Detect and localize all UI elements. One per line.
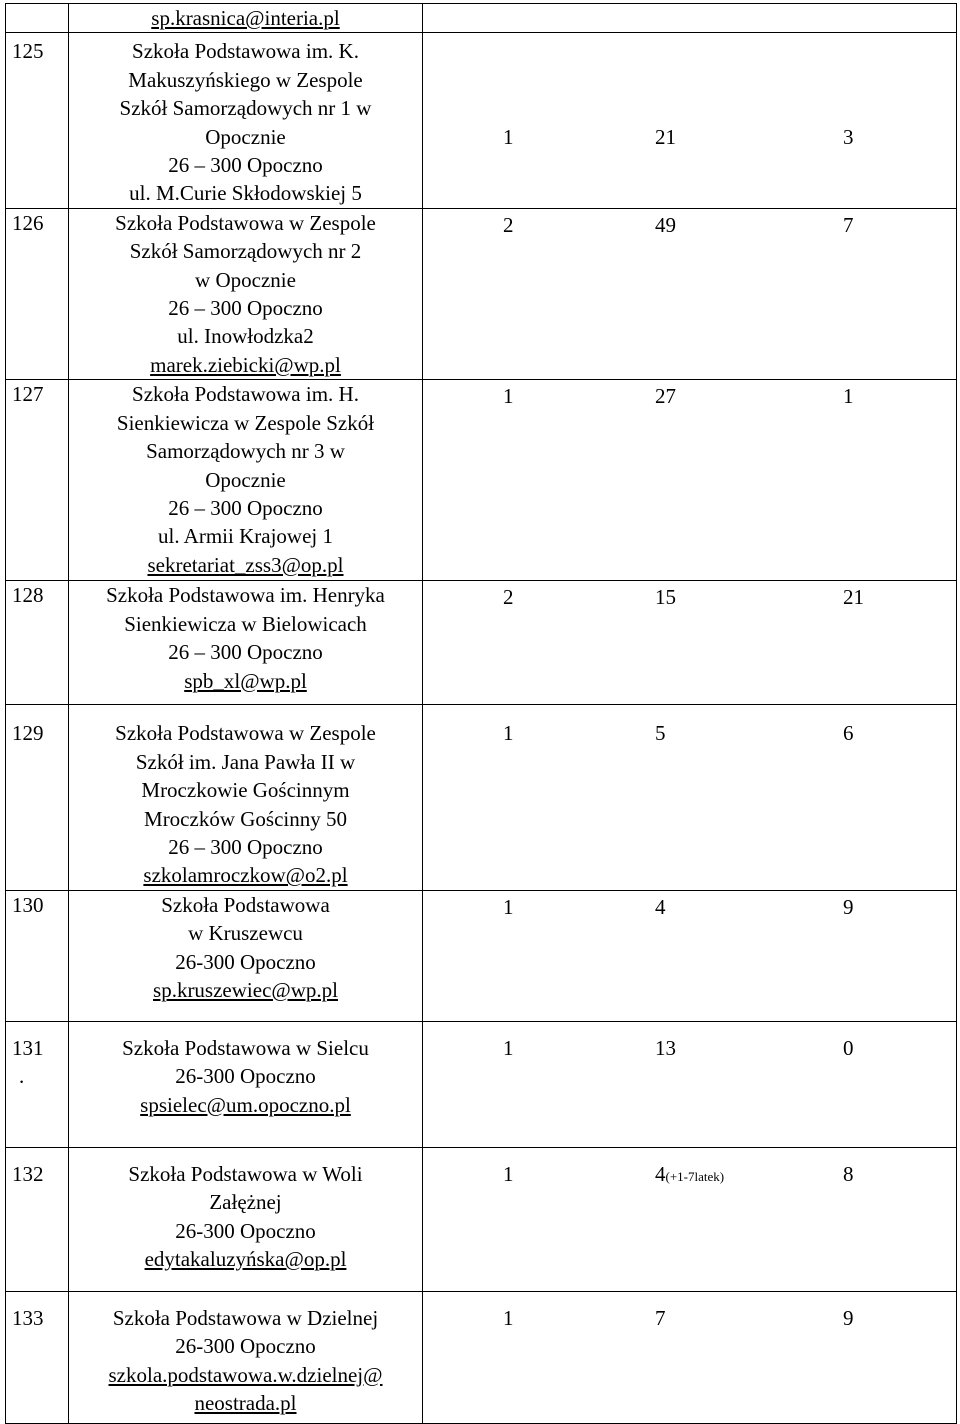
- stats-cell: [423, 890, 957, 1021]
- row-number: 128: [6, 581, 69, 705]
- school-email-link[interactable]: edytakaluzyńska@op.pl: [144, 1246, 347, 1271]
- school-name-line: Makuszyńskiego w Zespole: [128, 67, 363, 92]
- row-number: 132: [6, 1147, 69, 1291]
- stats-cell: [423, 705, 957, 890]
- stats-cell: [423, 1291, 957, 1423]
- stat-value-3: 8: [843, 1161, 854, 1186]
- school-name-line: Szkoła Podstawowa im. K.: [132, 39, 359, 64]
- row-number: 127: [6, 380, 69, 581]
- school-postal-line: 26 – 300 Opoczno: [168, 640, 323, 665]
- stat-value-2: 21: [655, 125, 676, 150]
- school-email-link[interactable]: sekretariat_zss3@op.pl: [147, 552, 344, 577]
- stat-value-2: 13: [655, 1035, 676, 1060]
- stat-value-3: 3: [843, 125, 854, 150]
- school-cell: [69, 380, 423, 581]
- stat-value-3: 1: [843, 384, 854, 409]
- stat-value-3: 9: [843, 894, 854, 919]
- school-name-line: Opocznie: [205, 124, 286, 149]
- stat-value-2: 27: [655, 384, 676, 409]
- school-name-line: Szkoła Podstawowa w Dzielnej: [112, 1305, 379, 1330]
- stat-value-3: 6: [843, 721, 854, 746]
- stats-cell: [423, 1147, 957, 1291]
- school-postal-line: 26-300 Opoczno: [175, 949, 316, 974]
- stat-value-2: 49: [655, 212, 676, 237]
- school-email-link[interactable]: marek.ziebicki@wp.pl: [150, 352, 341, 377]
- school-name-line: w Kruszewcu: [188, 921, 303, 946]
- row-number: 131 .: [6, 1021, 69, 1147]
- stat-value-2: 4: [655, 894, 666, 919]
- school-cell: [69, 1021, 423, 1147]
- school-cell: [69, 4, 423, 33]
- school-cell: [69, 890, 423, 1021]
- row-number: 126: [6, 208, 69, 379]
- schools-table: [5, 3, 957, 1424]
- school-name-line: Szkoła Podstawowa w Woli: [128, 1161, 363, 1186]
- stats-cell: [423, 1021, 957, 1147]
- school-cell: [69, 1147, 423, 1291]
- school-name-line: Szkoła Podstawowa w Zespole: [115, 721, 376, 746]
- school-name-line: Szkół Samorządowych nr 2: [129, 239, 362, 264]
- school-name-line: Opocznie: [205, 467, 286, 492]
- school-postal-line: 26-300 Opoczno: [175, 1064, 316, 1089]
- stat-value-2: 15: [655, 585, 676, 610]
- school-cell: [69, 581, 423, 705]
- school-name-line: Załężnej: [209, 1190, 282, 1215]
- table-row: [6, 705, 957, 890]
- school-email-link[interactable]: spsielec@um.opoczno.pl: [140, 1092, 351, 1117]
- row-number: 129: [6, 705, 69, 890]
- stats-cell: [423, 4, 957, 33]
- stats-cell: [423, 208, 957, 379]
- school-email-link[interactable]: sp.kruszewiec@wp.pl: [153, 977, 338, 1002]
- school-name-line: Szkół Samorządowych nr 1 w: [119, 96, 372, 121]
- school-street-line: ul. Inowłodzka2: [177, 324, 314, 349]
- school-name-line: Szkoła Podstawowa w Zespole: [115, 210, 376, 235]
- stat-value-2: 7: [655, 1305, 666, 1330]
- school-postal-line: 26-300 Opoczno: [175, 1218, 316, 1243]
- school-name-line: Sienkiewicza w Zespole Szkół: [116, 410, 375, 435]
- table-row: [6, 4, 957, 33]
- school-postal-line: 26-300 Opoczno: [175, 1334, 316, 1359]
- table-row: [6, 208, 957, 379]
- school-name-line: Szkoła Podstawowa w Sielcu: [122, 1035, 369, 1060]
- row-number: [6, 4, 69, 33]
- table-row: [6, 1291, 957, 1423]
- stat-value-1: 1: [503, 894, 514, 919]
- stat-value-1: 1: [503, 1035, 514, 1060]
- school-postal-line: 26 – 300 Opoczno: [168, 495, 323, 520]
- stat-value-3: 0: [843, 1035, 854, 1060]
- stat-value-1: 1: [503, 125, 514, 150]
- stat-value-2: 5: [655, 721, 666, 746]
- stat-value-1: 2: [503, 585, 514, 610]
- stat-note: (+1-7latek): [665, 1168, 725, 1184]
- table-row: [6, 33, 957, 208]
- stat-value-1: 2: [503, 212, 514, 237]
- row-number: 125: [6, 33, 69, 208]
- school-cell: [69, 208, 423, 379]
- row-number: 130: [6, 890, 69, 1021]
- stats-cell: [423, 380, 957, 581]
- school-email-link[interactable]: szkola.podstawowa.w.dzielnej@: [108, 1362, 383, 1387]
- stat-value-3: 7: [843, 212, 854, 237]
- school-name-line: Szkoła Podstawowa: [161, 892, 330, 917]
- table-row: [6, 581, 957, 705]
- school-postal-line: 26 – 300 Opoczno: [168, 834, 323, 859]
- school-cell: [69, 1291, 423, 1423]
- stats-cell: [423, 581, 957, 705]
- stat-value-3: 21: [843, 585, 864, 610]
- row-number: 133: [6, 1291, 69, 1423]
- school-name-line: Szkół im. Jana Pawła II w: [135, 749, 356, 774]
- school-postal-line: 26 – 300 Opoczno: [168, 153, 323, 178]
- stat-value-1: 1: [503, 1161, 514, 1186]
- school-name-line: Mroczkowie Gościnnym: [141, 778, 350, 803]
- school-name-line: w Opocznie: [195, 267, 296, 292]
- school-email-link[interactable]: szkolamroczkow@o2.pl: [143, 863, 348, 888]
- school-cell: [69, 705, 423, 890]
- school-street-line: ul. M.Curie Skłodowskiej 5: [129, 181, 362, 206]
- school-name-line: Szkoła Podstawowa im. H.: [132, 382, 359, 407]
- stat-value-1: 1: [503, 721, 514, 746]
- table-row: [6, 890, 957, 1021]
- table-row: [6, 1021, 957, 1147]
- stat-value-1: 1: [503, 384, 514, 409]
- stats-cell: [423, 33, 957, 208]
- table-row: [6, 380, 957, 581]
- school-email-link-continued[interactable]: neostrada.pl: [194, 1390, 297, 1415]
- table-row: [6, 1147, 957, 1291]
- school-postal-line: 26 – 300 Opoczno: [168, 296, 323, 321]
- school-street-line: ul. Armii Krajowej 1: [158, 524, 333, 549]
- stat-value-1: 1: [503, 1305, 514, 1330]
- school-name-line: Szkoła Podstawowa im. Henryka: [106, 583, 385, 608]
- school-email-link[interactable]: sp.krasnica@interia.pl: [151, 6, 340, 30]
- stat-value-3: 9: [843, 1305, 854, 1330]
- school-name-line: Sienkiewicza w Bielowicach: [124, 611, 367, 636]
- stat-value-2: 4(+1-7latek): [655, 1161, 725, 1186]
- school-cell: [69, 33, 423, 208]
- school-address-line: Mroczków Gościnny 50: [144, 806, 347, 831]
- school-email-link[interactable]: spb_xl@wp.pl: [184, 668, 307, 693]
- row-number-suffix: .: [19, 1063, 25, 1088]
- school-name-line: Samorządowych nr 3 w: [146, 439, 345, 464]
